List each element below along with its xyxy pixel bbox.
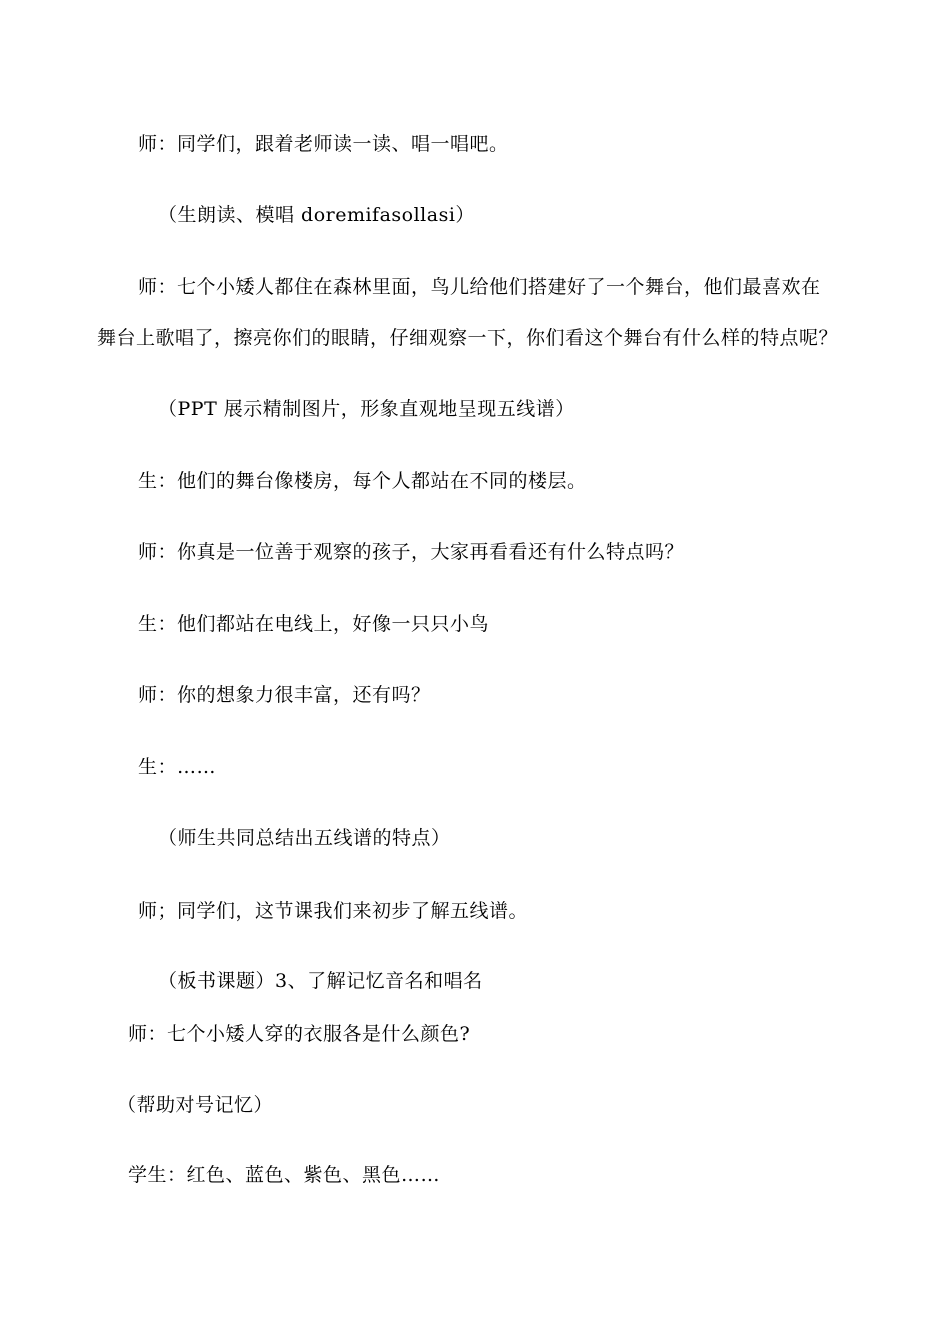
paragraph-line: （板书课题）3、了解记忆音名和唱名 <box>158 970 483 992</box>
paragraph-line: 生：他们的舞台像楼房，每个人都站在不同的楼层。 <box>138 470 587 492</box>
paragraph-line: 师：你的想象力很丰富，还有吗？ <box>138 684 431 706</box>
paragraph-line: 师；同学们，这节课我们来初步了解五线谱。 <box>138 900 529 922</box>
paragraph-line: （师生共同总结出五线谱的特点） <box>158 827 451 849</box>
paragraph-line: 生：…… <box>138 756 217 778</box>
paragraph-line: （生朗读、模唱 doremifasollasi） <box>158 204 475 226</box>
paragraph-line: 师：同学们，跟着老师读一读、唱一唱吧。 <box>138 133 509 155</box>
paragraph-line: 学生：红色、蓝色、紫色、黑色…… <box>128 1164 441 1186</box>
paragraph-line: 师：你真是一位善于观察的孩子，大家再看看还有什么特点吗？ <box>138 541 685 563</box>
paragraph-line: （帮助对号记忆） <box>117 1094 274 1116</box>
paragraph-line: 生：他们都站在电线上，好像一只只小鸟 <box>138 613 490 635</box>
paragraph-line: 师：七个小矮人穿的衣服各是什么颜色? <box>128 1023 471 1045</box>
paragraph-line: 师：七个小矮人都住在森林里面，鸟儿给他们搭建好了一个舞台，他们最喜欢在 <box>138 276 821 298</box>
paragraph-line: 舞台上歌唱了，擦亮你们的眼睛，仔细观察一下，你们看这个舞台有什么样的特点呢？ <box>97 327 839 349</box>
paragraph-line: （PPT 展示精制图片，形象直观地呈现五线谱） <box>158 398 575 420</box>
